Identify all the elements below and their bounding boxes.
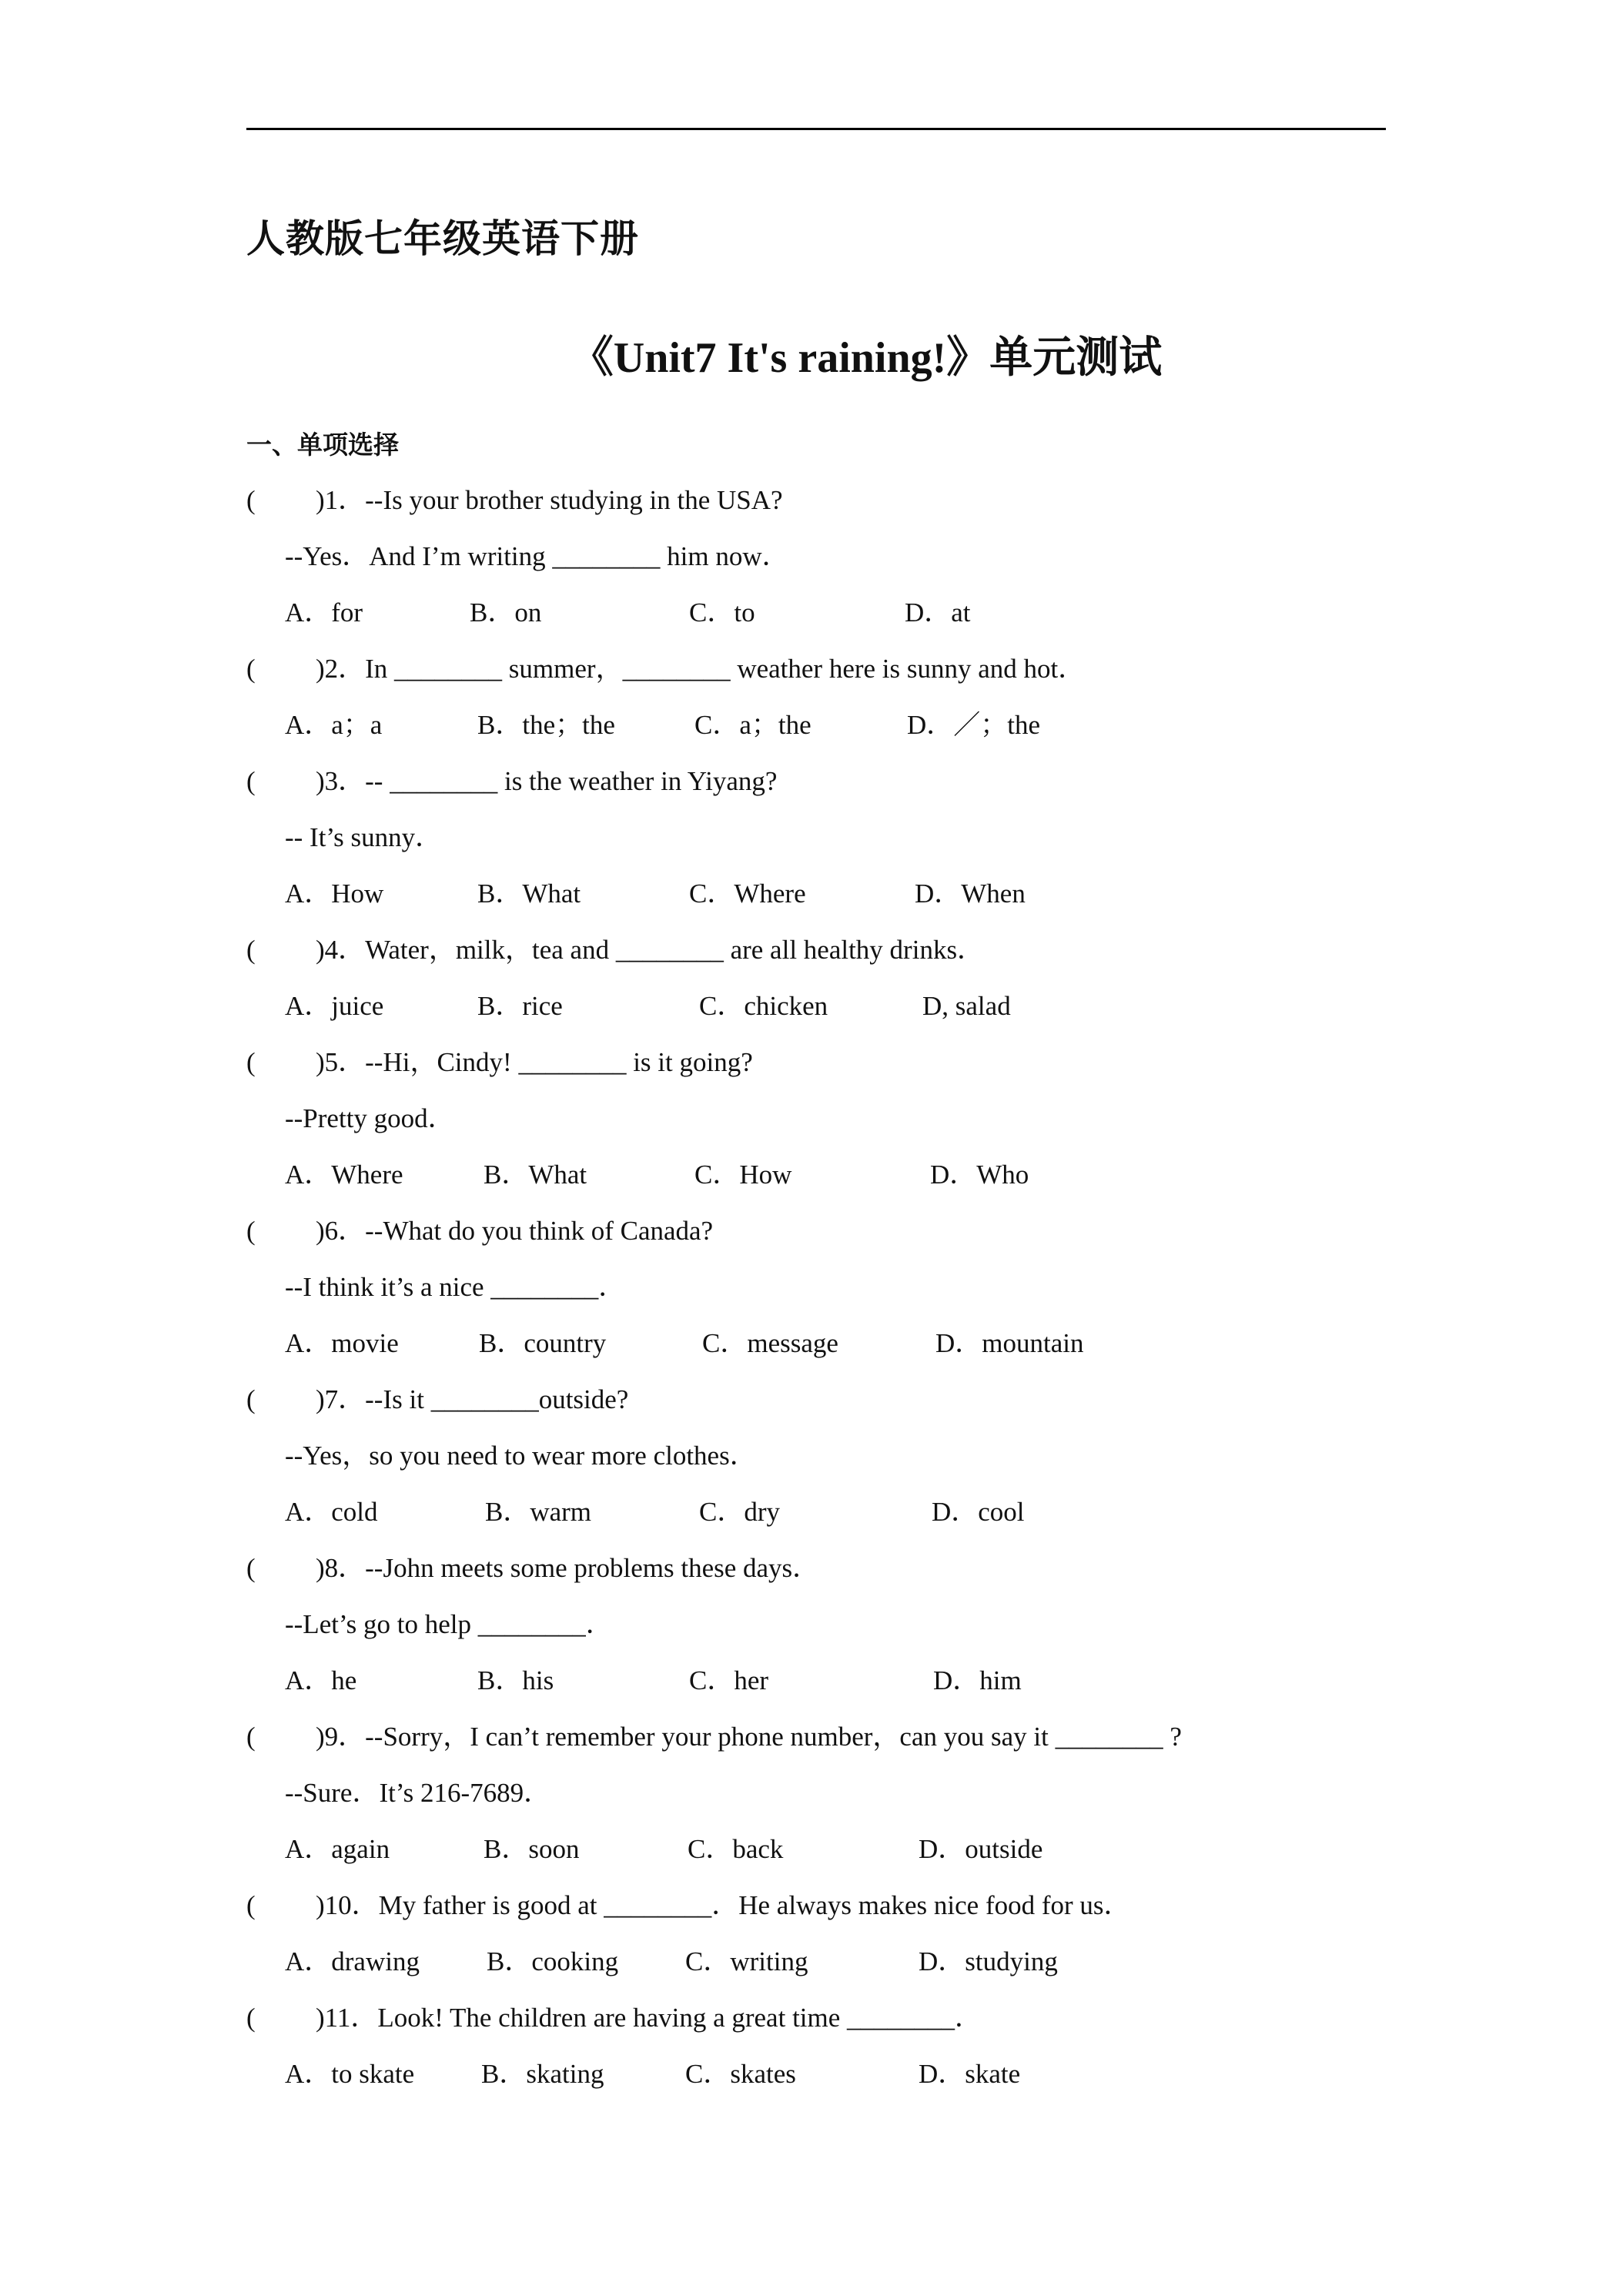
option-d: D．at — [905, 597, 971, 628]
option-b: B．skating — [481, 2059, 604, 2089]
question-dialogue-line: --Yes，so you need to wear more clothes． — [285, 1441, 757, 1471]
option-c: C．How — [694, 1160, 792, 1190]
option-c: C．Where — [689, 879, 806, 909]
answer-paren: ( — [246, 485, 256, 515]
question-text: )5．--Hi，Cindy! ________ is it going? — [316, 1047, 753, 1077]
option-d: D．mountain — [935, 1328, 1084, 1358]
option-b: B．the；the — [477, 710, 615, 740]
option-c: C．a；the — [694, 710, 812, 740]
option-d: D．Who — [930, 1160, 1029, 1190]
option-d: D．cool — [932, 1497, 1025, 1527]
option-c: C．skates — [685, 2059, 796, 2089]
option-a: A．How — [285, 879, 384, 909]
option-c: C．back — [688, 1834, 784, 1864]
option-b: B．rice — [477, 991, 563, 1021]
option-c: C．her — [689, 1665, 769, 1695]
answer-paren: ( — [246, 1553, 256, 1583]
option-a: A．juice — [285, 991, 384, 1021]
answer-paren: ( — [246, 1384, 256, 1414]
question-text: )9．--Sorry，I can’t remember your phone number，can you say it ________ ? — [316, 1722, 1182, 1752]
question-dialogue-line: --Let’s go to help ________． — [285, 1609, 613, 1639]
option-b: B．country — [479, 1328, 607, 1358]
option-b: B．What — [477, 879, 581, 909]
question-dialogue-line: --Sure．It’s 216-7689． — [285, 1778, 551, 1808]
option-b: B．soon — [484, 1834, 580, 1864]
answer-paren: ( — [246, 1722, 256, 1752]
option-a: A．Where — [285, 1160, 403, 1190]
option-a: A．to skate — [285, 2059, 415, 2089]
header-rule — [246, 128, 1386, 130]
option-b: B．on — [470, 597, 542, 628]
answer-paren: ( — [246, 1047, 256, 1077]
answer-paren: ( — [246, 654, 256, 684]
option-c: C．chicken — [699, 991, 828, 1021]
question-dialogue-line: --Yes．And I’m writing ________ him now． — [285, 541, 789, 571]
option-d: D．skate — [919, 2059, 1021, 2089]
question-text: )4．Water，milk，tea and ________ are all healthy drinks． — [316, 935, 985, 965]
option-d: D, salad — [922, 991, 1011, 1021]
answer-paren: ( — [246, 935, 256, 965]
option-c: C．writing — [685, 1946, 808, 1976]
option-a: A．again — [285, 1834, 390, 1864]
option-d: D．When — [915, 879, 1026, 909]
question-text: )3．-- ________ is the weather in Yiyang? — [316, 766, 778, 796]
question-text: )10．My father is good at ________．He always makes nice food for us． — [316, 1890, 1131, 1920]
option-d: D．outside — [919, 1834, 1043, 1864]
option-c: C．message — [702, 1328, 838, 1358]
question-text: )8．--John meets some problems these days． — [316, 1553, 820, 1583]
option-b: B．warm — [485, 1497, 592, 1527]
question-text: )1．--Is your brother studying in the USA? — [316, 485, 783, 515]
option-a: A．a；a — [285, 710, 383, 740]
option-a: A．drawing — [285, 1946, 420, 1976]
option-c: C．to — [689, 597, 755, 628]
option-d: D．him — [933, 1665, 1022, 1695]
option-a: A．for — [285, 597, 363, 628]
document-title: 人教版七年级英语下册 — [246, 216, 639, 261]
answer-paren: ( — [246, 766, 256, 796]
option-b: B．his — [477, 1665, 554, 1695]
option-a: A．he — [285, 1665, 357, 1695]
answer-paren: ( — [246, 1216, 256, 1246]
question-dialogue-line: -- It’s sunny． — [285, 822, 443, 852]
option-c: C．dry — [699, 1497, 781, 1527]
question-text: )6．--What do you think of Canada? — [316, 1216, 714, 1246]
option-d: D．studying — [919, 1946, 1058, 1976]
option-a: A．movie — [285, 1328, 399, 1358]
option-b: B．cooking — [487, 1946, 619, 1976]
option-b: B．What — [484, 1160, 587, 1190]
question-text: )11．Look! The children are having a great time ________． — [316, 2003, 982, 2033]
answer-paren: ( — [246, 1890, 256, 1920]
question-dialogue-line: --Pretty good． — [285, 1103, 455, 1133]
option-a: A．cold — [285, 1497, 378, 1527]
section-heading: 一、单项选择 — [246, 430, 399, 460]
question-text: )7．--Is it ________outside? — [316, 1384, 629, 1414]
document-subtitle: 《Unit7 It's raining!》单元测试 — [570, 334, 1163, 382]
question-dialogue-line: --I think it’s a nice ________． — [285, 1272, 626, 1302]
answer-paren: ( — [246, 2003, 256, 2033]
question-text: )2．In ________ summer，________ weather here is sunny and hot． — [316, 654, 1086, 684]
option-d: D．／；the — [907, 710, 1041, 740]
